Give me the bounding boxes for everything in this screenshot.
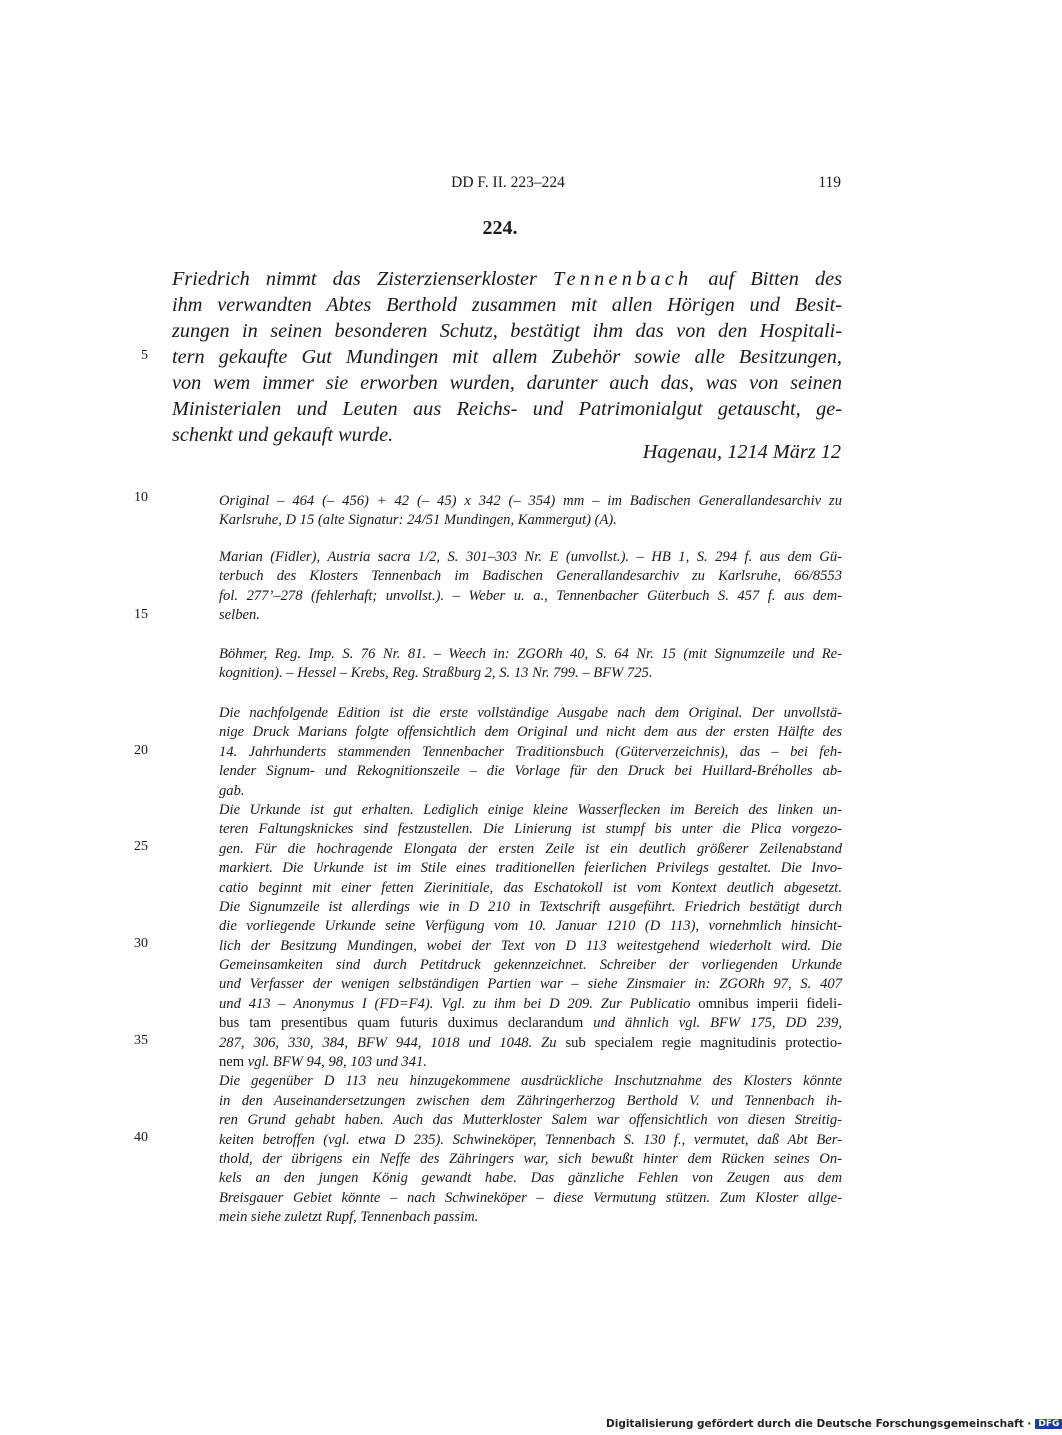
note-line: fol. 277’–278 (fehlerhaft; unvollst.). – Weber u. a., Tennenbacher Güterbuch S. 457 f. aus dem- bbox=[219, 587, 842, 604]
regest-line: von wem immer sie erworben wurden, darunter auch das, was von seinen bbox=[172, 372, 842, 394]
note-line: nem vgl. BFW 94, 98, 103 und 341. bbox=[219, 1054, 427, 1071]
note-line: kognition). – Hessel – Krebs, Reg. Straßburg 2, S. 13 Nr. 799. – BFW 725. bbox=[219, 665, 653, 682]
spaced-place-name: Tennenbach bbox=[553, 268, 693, 290]
note-line: nige Druck Marians folgte offensichtlich dem Original und nicht dem aus der ersten Hälfte des bbox=[219, 724, 842, 741]
note-line: Böhmer, Reg. Imp. S. 76 Nr. 81. – Weech in: ZGORh 40, S. 64 Nr. 15 (mit Signumzeile und Re- bbox=[219, 646, 842, 662]
note-line: Die gegenüber D 113 neu hinzugekommene ausdrückliche Inschutznahme des Klosters könnte bbox=[219, 1073, 842, 1090]
note-line: kels an den jungen König gewandt habe. Das gänzliche Fehlen von Zeugen aus dem bbox=[219, 1170, 842, 1187]
note-line: Breisgauer Gebiet könnte – nach Schwineköper – diese Vermutung stützen. Zum Kloster allge- bbox=[219, 1189, 842, 1206]
note-line: Karlsruhe, D 15 (alte Signatur: 24/51 Mundingen, Kammergut) (A). bbox=[219, 512, 617, 529]
regest-line: Ministerialen und Leuten aus Reichs- und Patrimonialgut getauscht, ge- bbox=[172, 398, 842, 420]
line-number: 20 bbox=[134, 743, 148, 758]
note-line: catio beginnt mit einer fetten Zierinitiale, das Eschatokoll ist vom Kontext deutlich abgesetzt. bbox=[219, 879, 842, 896]
quoted-text: sub specialem regie magnitudinis protectio- bbox=[565, 1034, 842, 1051]
note-line: in den Auseinandersetzungen zwischen dem Zähringerherzog Berthold V. und Tennenbach ih- bbox=[219, 1092, 842, 1109]
page-number: 119 bbox=[818, 174, 841, 191]
line-number: 30 bbox=[134, 936, 148, 951]
note-line: mein siehe zuletzt Rupf, Tennenbach passim. bbox=[219, 1209, 479, 1226]
note-line: teren Faltungsknickes sind festzustellen. Die Linierung ist stumpf bis unter die Plica vorgezo- bbox=[219, 821, 842, 838]
note-line: lender Signum- und Rekognitionszeile – die Vorlage für den Druck bei Huillard-Bréholles ab- bbox=[219, 763, 842, 780]
note-line: und 413 – Anonymus I (FD=F4). Vgl. zu ihm bei D 209. Zur Publicatio omnibus imperii fideli- bbox=[219, 995, 842, 1012]
running-head-title: DD F. II. 223–224 bbox=[451, 174, 565, 191]
note-line: terbuch des Klosters Tennenbach im Badischen Generallandesarchiv zu Karlsruhe, 66/8553 bbox=[219, 568, 842, 585]
note-line: Die nachfolgende Edition ist die erste vollständige Ausgabe nach dem Original. Der unvollstä- bbox=[219, 705, 842, 721]
line-number: 40 bbox=[134, 1130, 148, 1145]
note-line: ren Grund gehabt haben. Auch das Mutterkloster Salem war offensichtlich von diesen Streitig- bbox=[219, 1112, 842, 1129]
note-line: und Verfasser der wenigen selbständigen Partien war – siehe Zinsmaier in: ZGORh 97, S. 407 bbox=[219, 976, 842, 993]
regest bbox=[172, 266, 842, 448]
dfg-logo-icon: DFG bbox=[1035, 1419, 1062, 1429]
regest-line: schenkt und gekauft wurde. bbox=[172, 424, 394, 446]
line-number: 10 bbox=[134, 490, 148, 505]
line-number: 25 bbox=[134, 839, 148, 854]
note-line: keiten betroffen (vgl. etwa D 235). Schwineköper, Tennenbach S. 130 f., vermutet, daß Abt Ber- bbox=[219, 1131, 842, 1148]
dateline: Hagenau, 1214 März 12 bbox=[642, 441, 841, 463]
note-line: markiert. Die Urkunde ist im Stile eines traditionellen feierlichen Privilegs gestaltet. Die Invo- bbox=[219, 860, 842, 877]
note-line: bus tam presentibus quam futuris duximus declarandum und ähnlich vgl. BFW 175, DD 239, bbox=[219, 1015, 842, 1032]
note-line: 287, 306, 330, 384, BFW 944, 1018 und 1048. Zu sub specialem regie magnitudinis protectio- bbox=[219, 1034, 842, 1051]
regest-line: tern gekaufte Gut Mundingen mit allem Zubehör sowie alle Besitzungen, bbox=[172, 346, 842, 368]
note-line: lich der Besitzung Mundingen, wobei der Text von D 113 weitestgehend wiederholt wird. Die bbox=[219, 937, 842, 954]
note-commentary bbox=[219, 704, 842, 1228]
note-line: die vorliegende Urkunde seine Verfügung vom 10. Januar 1210 (D 113), vornehmlich hinsicht- bbox=[219, 918, 842, 935]
note-original bbox=[219, 492, 842, 531]
note-line: selben. bbox=[219, 607, 260, 624]
note-prints bbox=[219, 548, 842, 626]
note-line: Original – 464 (– 456) + 42 (– 45) x 342 (– 354) mm – im Badischen Generallandesarchiv zu bbox=[219, 493, 842, 509]
note-line: gab. bbox=[219, 782, 245, 799]
quoted-text: omnibus imperii fideli- bbox=[698, 995, 842, 1012]
note-line: Marian (Fidler), Austria sacra 1/2, S. 301–303 Nr. E (unvollst.). – HB 1, S. 294 f. aus dem Gü- bbox=[219, 549, 842, 565]
regest-line: ihm verwandten Abtes Berthold zusammen mit allen Hörigen und Besit- bbox=[172, 294, 842, 316]
quoted-text: nem bbox=[219, 1054, 245, 1071]
note-line: Die Signumzeile ist allerdings wie in D 210 in Textschrift ausgeführt. Friedrich bestätigt durch bbox=[219, 898, 842, 915]
footer-credit: Digitalisierung gefördert durch die Deutsche Forschungsgemeinschaft · DFG bbox=[606, 1418, 1062, 1430]
quoted-text: bus tam presentibus quam futuris duximus declarandum bbox=[219, 1015, 584, 1032]
footer-credit-text: Digitalisierung gefördert durch die Deutsche Forschungsgemeinschaft bbox=[606, 1418, 1024, 1430]
line-number: 5 bbox=[141, 348, 148, 363]
regest-line: zungen in seinen besonderen Schutz, bestätigt ihm das von den Hospitali- bbox=[172, 320, 842, 342]
note-line: 14. Jahrhunderts stammenden Tennenbacher Traditionsbuch (Güterverzeichnis), das – bei feh- bbox=[219, 743, 842, 760]
line-number: 35 bbox=[134, 1033, 148, 1048]
note-line: Gemeinsamkeiten sind durch Petitdruck gekennzeichnet. Schreiber der vorliegenden Urkunde bbox=[219, 957, 842, 974]
regest-line: Friedrich nimmt das Zisterzienserkloster Tennenbach auf Bitten des bbox=[172, 268, 842, 290]
document-number: 224. bbox=[482, 217, 518, 239]
running-head bbox=[175, 174, 841, 194]
note-line: Die Urkunde ist gut erhalten. Lediglich einige kleine Wasserflecken im Bereich des linken un- bbox=[219, 801, 842, 818]
line-number: 15 bbox=[134, 607, 148, 622]
note-regesta bbox=[219, 645, 842, 684]
note-line: thold, der übrigens ein Neffe des Zähringers war, sich bewußt hinter dem Rücken seines On- bbox=[219, 1150, 842, 1167]
note-line: gen. Für die hochragende Elongata der ersten Zeile ist ein deutlich größerer Zeilenabstand bbox=[219, 840, 842, 857]
